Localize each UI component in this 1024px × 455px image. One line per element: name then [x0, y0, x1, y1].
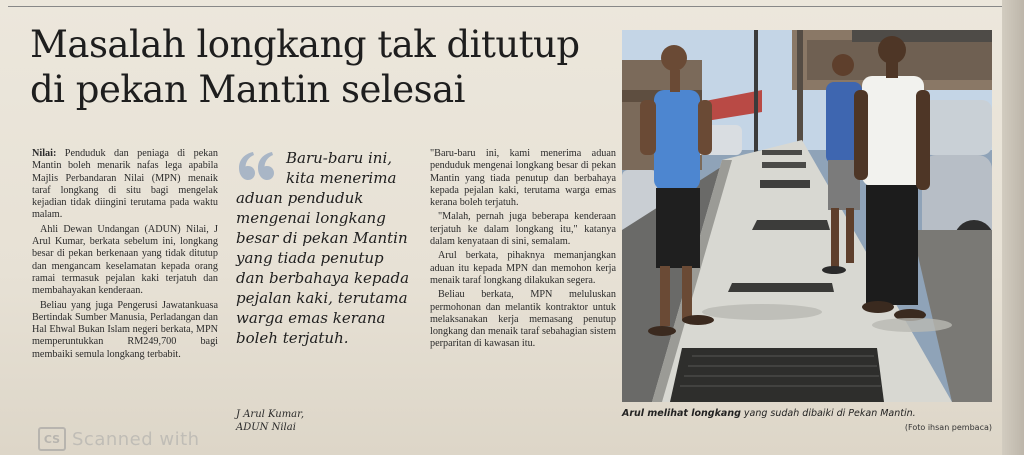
headline-line-1: Masalah longkang tak ditutup [30, 23, 580, 66]
pull-quote-body: aduan penduduk mengenai longkang besar di pekan Mantin yang tiada penutup dan berbahaya kepada pejalan kaki, terutama warga emas kerana boleh terjatuh. [236, 189, 410, 347]
pull-quote [236, 148, 411, 348]
camscanner-logo-icon: CS [38, 427, 66, 451]
dateline: Nilai: [32, 148, 57, 159]
news-photo [622, 30, 992, 402]
caption-text: yang sudah dibaiki di Pekan Mantin. [740, 408, 916, 419]
photo-credit: (Foto ihsan pembaca) [904, 423, 992, 432]
paragraph [32, 148, 218, 222]
paragraph: "Baru-baru ini, kami menerima aduan penduduk mengenai longkang besar di pekan Mantin yang tiada penutup dan berbahaya kepada pejalan kaki, terutama warga emas kerana boleh terjatuh. [430, 148, 616, 209]
photo-caption [622, 408, 992, 419]
paragraph: Beliau berkata, MPN meluluskan permohonan dan melantik kontraktor untuk melaksanakan kerja memasang penutup longkang dan menaik taraf sebahagian sistem perparitan di kawasan itu. [430, 289, 616, 350]
paragraph-text: Penduduk dan peniaga di pekan Mantin boleh menarik nafas lega apabila Majlis Perbandaran Nilai (MPN) menaik taraf longkang di situ bagi mengelak kejadian tidak diingini terutama pada waktu malam. [32, 148, 218, 221]
scanner-watermark [38, 426, 200, 452]
article-column-3 [430, 148, 616, 353]
paragraph: Arul berkata, pihaknya memanjangkan aduan itu kepada MPN dan memohon kerja menaik taraf longkang dilakukan segera. [430, 250, 616, 286]
watermark-text: Scanned with [72, 428, 200, 450]
paragraph: "Malah, pernah juga beberapa kenderaan terjatuh ke dalam longkang itu," katanya dalam kenyataan di sini, semalam. [430, 211, 616, 248]
author-name: J Arul Kumar, [236, 409, 305, 420]
headline-line-2: di pekan Mantin selesai [30, 68, 465, 111]
author-title: ADUN Nilai [236, 422, 296, 433]
pull-quote-attribution [236, 408, 406, 434]
quote-mark-icon [236, 148, 276, 184]
pull-quote-first-line: Baru-baru ini, kita menerima [286, 149, 397, 187]
photo-illustration [622, 30, 992, 402]
page-edge [1002, 0, 1024, 455]
paragraph: Beliau yang juga Pengerusi Jawatankuasa Bertindak Sumber Manusia, Perladangan dan Hal Ehwal Bukan Islam negeri berkata, MPN memperuntukkan RM249,700 bagi membaiki semula longkang terbabit. [32, 299, 218, 360]
top-rule [8, 6, 1016, 7]
caption-lead: Arul melihat longkang [622, 408, 741, 419]
headline [30, 22, 620, 112]
paragraph: Ahli Dewan Undangan (ADUN) Nilai, J Arul Kumar, berkata sebelum ini, longkang besar di pekan berkenaan yang tidak ditutup dan mengancam keselamatan kepada orang ramai termasuk pejalan kaki terjatuh dan membahayakan kenderaan. [32, 223, 218, 297]
article-column-1 [32, 148, 218, 363]
